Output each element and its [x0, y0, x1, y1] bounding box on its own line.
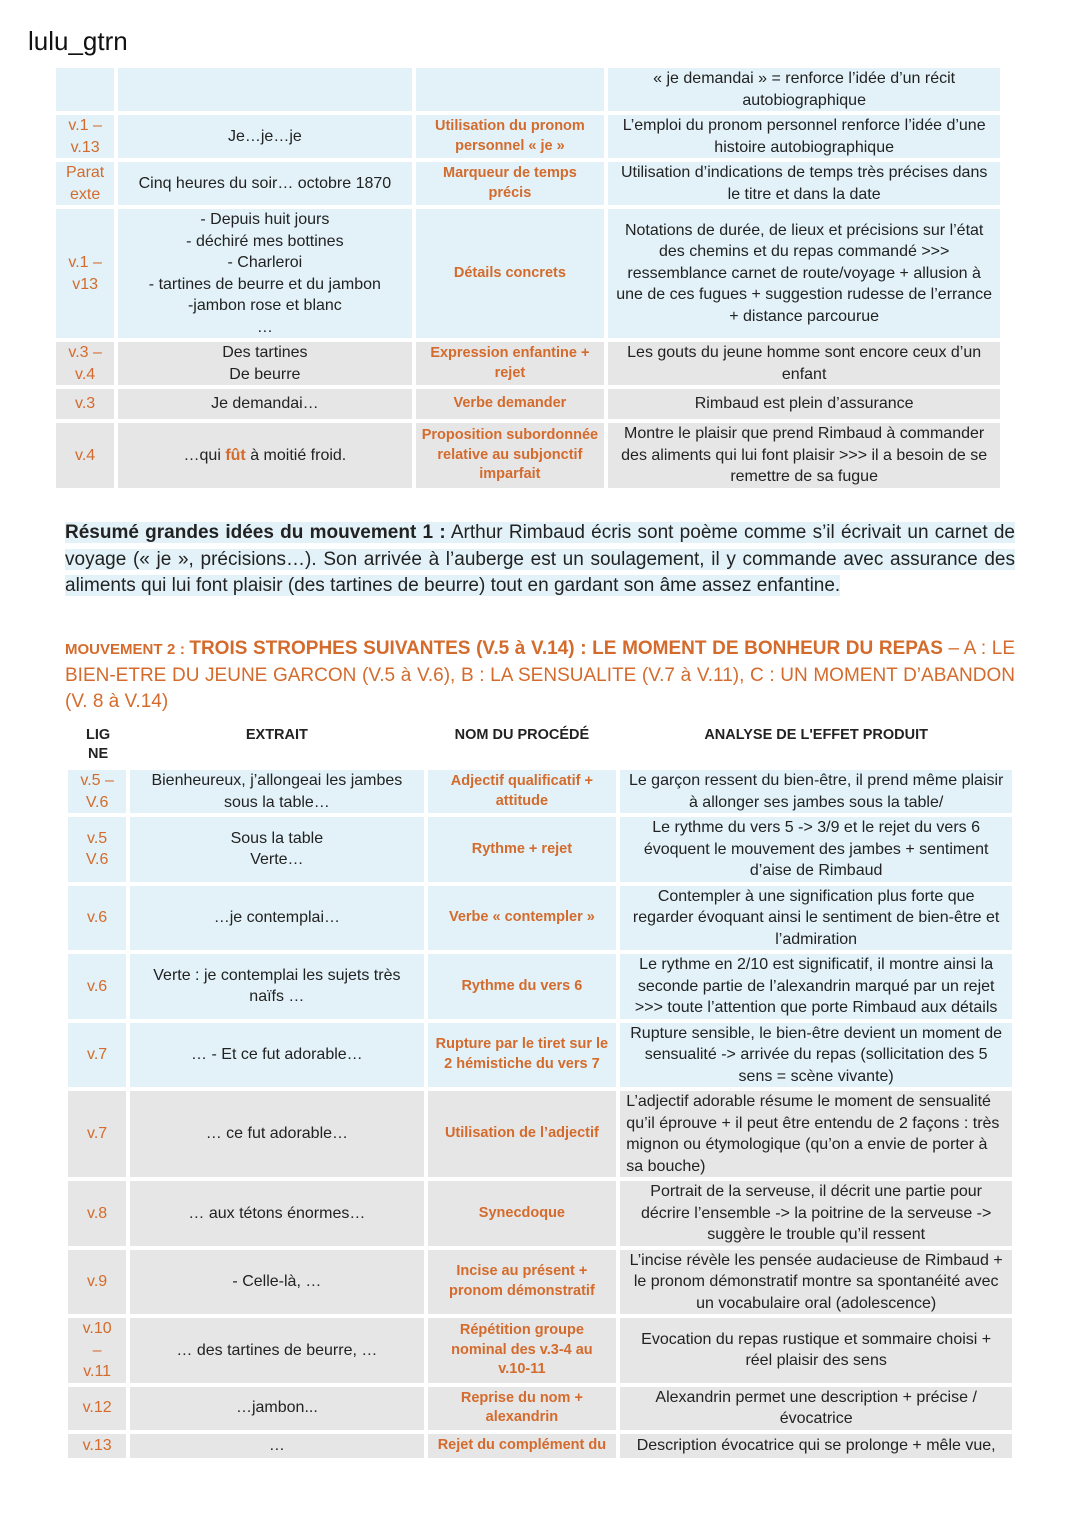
line-cell: v.12 [68, 1387, 126, 1430]
table-row [68, 1250, 1012, 1315]
line-cell: v.5 V.6 [68, 817, 126, 882]
author-name: lulu_gtrn [28, 26, 128, 56]
process-cell: Utilisation du pronom personnel « je » [416, 115, 605, 158]
extract-cell: …jambon... [130, 1387, 423, 1430]
extract-line: - déchiré mes bottines [186, 232, 344, 250]
extract-line: - tartines de beurre et du jambon [148, 275, 381, 293]
analysis-cell: Montre le plaisir que prend Rimbaud à commander des aliments qui lui font plaisir >>> il a besoin de se remettre de sa fugue [608, 423, 1000, 488]
process-cell: Répétition groupe nominal des v.3-4 au v.10-11 [428, 1318, 617, 1383]
process-cell: Rythme du vers 6 [428, 954, 617, 1019]
line-cell: v.5 – V.6 [68, 770, 126, 813]
line-cell: v.1 – v.13 [56, 115, 114, 158]
analysis-cell: Notations de durée, de lieux et précisions sur l’état des chemins et du repas commandé >>> ressemblance carnet de route/voyage + allusion à une de ces fugues + suggestion rudesse de l’errance + distance parcourue [608, 209, 1000, 338]
line-cell: v.6 [68, 886, 126, 951]
extract-cell: … [130, 1434, 423, 1458]
analysis-cell: Rupture sensible, le bien-être devient un moment de sensualité -> arrivée du repas (sollicitation des 5 sens = scène vivante) [620, 1023, 1012, 1088]
extract-cell [118, 68, 411, 111]
line-cell: v.7 [68, 1023, 126, 1088]
analysis-cell: Description évocatrice qui se prolonge + mêle vue, [620, 1434, 1012, 1458]
process-cell: Détails concrets [416, 209, 605, 338]
extract-cell: … - Et ce fut adorable… [130, 1023, 423, 1088]
extract-line: De beurre [229, 365, 301, 383]
analysis-cell: L’incise révèle les pensée audacieuse de Rimbaud + le pronom démonstratif montre sa spontanéité avec un vocabulaire oral (adolescence) [620, 1250, 1012, 1315]
analysis-cell: Evocation du repas rustique et sommaire choisi + réel plaisir des sens [620, 1318, 1012, 1383]
line-cell: v.9 [68, 1250, 126, 1315]
process-cell: Reprise du nom + alexandrin [428, 1387, 617, 1430]
movement-2-subparts: – A : LE BIEN-ETRE DU JEUNE GARCON (V.5 à V.6), B : LA SENSUALITE (V.7 à V.11), C : UN MOMENT D’ABANDON (V. 8 à V.14) [65, 638, 1016, 712]
movement-2-prefix: MOUVEMENT 2 : [65, 641, 190, 658]
table-row [56, 162, 1000, 205]
line-cell [56, 68, 114, 111]
process-cell: Utilisation de l’adjectif [428, 1091, 617, 1177]
table-row [56, 423, 1000, 488]
process-cell: Incise au présent + pronom démonstratif [428, 1250, 617, 1315]
table-row [68, 954, 1012, 1019]
analysis-table-movement-2 [64, 718, 1016, 1462]
line-cell: v.8 [68, 1181, 126, 1246]
line-cell: v.13 [68, 1434, 126, 1458]
extract-line: -jambon rose et blanc [187, 297, 342, 314]
line-cell: v.4 [56, 423, 114, 488]
table-row [56, 68, 1000, 111]
table-row [68, 1091, 1012, 1177]
process-cell: Rythme + rejet [428, 817, 617, 882]
extract-line: Sous la table [230, 829, 324, 847]
line-part: – [92, 1341, 102, 1359]
line-part: v.10 [82, 1320, 112, 1337]
table-row [68, 1434, 1012, 1458]
line-cell: v.3 – v.4 [56, 342, 114, 385]
process-cell: Adjectif qualificatif + attitude [428, 770, 617, 813]
line-part: v.11 [83, 1363, 112, 1380]
line-cell [68, 1318, 126, 1383]
process-cell: Rupture par le tiret sur le 2 hémistiche du vers 7 [428, 1023, 617, 1088]
extract-line: … [256, 318, 273, 336]
line-cell: v.7 [68, 1091, 126, 1177]
extract-line: Des tartines [222, 344, 308, 361]
extract-text: …qui [183, 446, 226, 464]
summary-text: Arthur Rimbaud écris sont poème comme s’il écrivait un carnet de voyage (« je », précisions…). Son arrivée à l’auberge est un soulagement, il y commande avec assurance des aliments qui lui font plaisir (des tartines de beurre) tout en gardant son âme assez enfantine. [65, 522, 1015, 596]
extract-cell: Je…je…je [118, 115, 411, 158]
analysis-cell: Le rythme du vers 5 -> 3/9 et le rejet du vers 6 évoquent le mouvement des jambes + sentiment d’aise de Rimbaud [620, 817, 1012, 882]
process-cell: Proposition subordonnée relative au subjonctif imparfait [416, 423, 605, 488]
movement-2-title: TROIS STROPHES SUIVANTES (V.5 à V.14) : LE MOMENT DE BONHEUR DU REPAS [189, 638, 943, 659]
extract-cell: Bienheureux, j’allongeai les jambes sous la table… [130, 770, 423, 813]
extract-cell: Verte : je contemplai les sujets très naïfs … [130, 954, 423, 1019]
extract-cell: …je contemplai… [130, 886, 423, 951]
column-header-extract: EXTRAIT [130, 722, 423, 766]
process-cell: Marqueur de temps précis [416, 162, 605, 205]
line-cell: v.3 [56, 389, 114, 419]
analysis-cell: Portrait de la serveuse, il décrit une partie pour décrire l’ensemble -> la poitrine de la serveuse -> suggère le trouble qu’il ressent [620, 1181, 1012, 1246]
line-cell: v.6 [68, 954, 126, 1019]
extract-line: - Depuis huit jours [200, 211, 330, 228]
analysis-cell: Le garçon ressent du bien-être, il prend même plaisir à allonger ses jambes sous la table/ [620, 770, 1012, 813]
extract-cell: Cinq heures du soir… octobre 1870 [118, 162, 411, 205]
process-cell [416, 68, 605, 111]
table-row [56, 342, 1000, 385]
line-cell: v.1 – v13 [56, 209, 114, 338]
movement-1-summary [65, 520, 1015, 600]
analysis-cell: L’emploi du pronom personnel renforce l’idée d’une histoire autobiographique [608, 115, 1000, 158]
extract-cell: … ce fut adorable… [130, 1091, 423, 1177]
summary-label: Résumé grandes idées du mouvement 1 : [65, 522, 446, 543]
table-row [56, 209, 1000, 338]
process-cell: Verbe « contempler » [428, 886, 617, 951]
process-cell: Verbe demander [416, 389, 605, 419]
analysis-cell: L’adjectif adorable résume le moment de sensualité qu’il éprouve + il peut être entendu de 2 façons : très mignon ou étymologique (qu’on a envie de porter à sa bouche) [620, 1091, 1012, 1177]
analysis-cell: Utilisation d’indications de temps très précises dans le titre et dans la date [608, 162, 1000, 205]
highlighted-verb: fût [225, 446, 246, 464]
extract-cell: … aux tétons énormes… [130, 1181, 423, 1246]
column-header-analysis: ANALYSE DE L'EFFET PRODUIT [620, 722, 1012, 766]
extract-cell: Je demandai… [118, 389, 411, 419]
analysis-cell: Alexandrin permet une description + précise / évocatrice [620, 1387, 1012, 1430]
table-row [68, 1023, 1012, 1088]
table-row [68, 886, 1012, 951]
extract-cell: - Celle-là, … [130, 1250, 423, 1315]
extract-cell [118, 342, 411, 385]
analysis-cell: Rimbaud est plein d’assurance [608, 389, 1000, 419]
table-row [68, 1318, 1012, 1383]
extract-cell: … des tartines de beurre, … [130, 1318, 423, 1383]
movement-2-heading [65, 636, 1015, 715]
extract-cell [118, 423, 411, 488]
extract-line: - Charleroi [227, 254, 303, 271]
process-cell: Synecdoque [428, 1181, 617, 1246]
table-row [56, 389, 1000, 419]
extract-line: Verte… [250, 851, 304, 869]
process-cell: Expression enfantine + rejet [416, 342, 605, 385]
process-cell: Rejet du complément du [428, 1434, 617, 1458]
column-header-process: NOM DU PROCÉDÉ [428, 722, 617, 766]
analysis-cell: « je demandai » = renforce l’idée d’un récit autobiographique [608, 68, 1000, 111]
table-row [68, 1181, 1012, 1246]
extract-cell [118, 209, 411, 338]
table-row [56, 115, 1000, 158]
table-row [68, 770, 1012, 813]
table-row [68, 1387, 1012, 1430]
extract-text: à moitié froid. [245, 446, 347, 464]
table-header-row [68, 722, 1012, 766]
column-header-line: LIGNE [68, 722, 126, 766]
analysis-cell: Contempler à une signification plus forte que regarder évoquant ainsi le sentiment de bien-être et l’admiration [620, 886, 1012, 951]
table-row [68, 817, 1012, 882]
analysis-table-movement-1 [52, 64, 1004, 492]
line-cell: Parat exte [56, 162, 114, 205]
extract-cell [130, 817, 423, 882]
analysis-cell: Les gouts du jeune homme sont encore ceux d’un enfant [608, 342, 1000, 385]
analysis-cell: Le rythme en 2/10 est significatif, il montre ainsi la seconde partie de l’alexandrin marqué par un rejet >>> toute l’attention que porte Rimbaud aux détails [620, 954, 1012, 1019]
